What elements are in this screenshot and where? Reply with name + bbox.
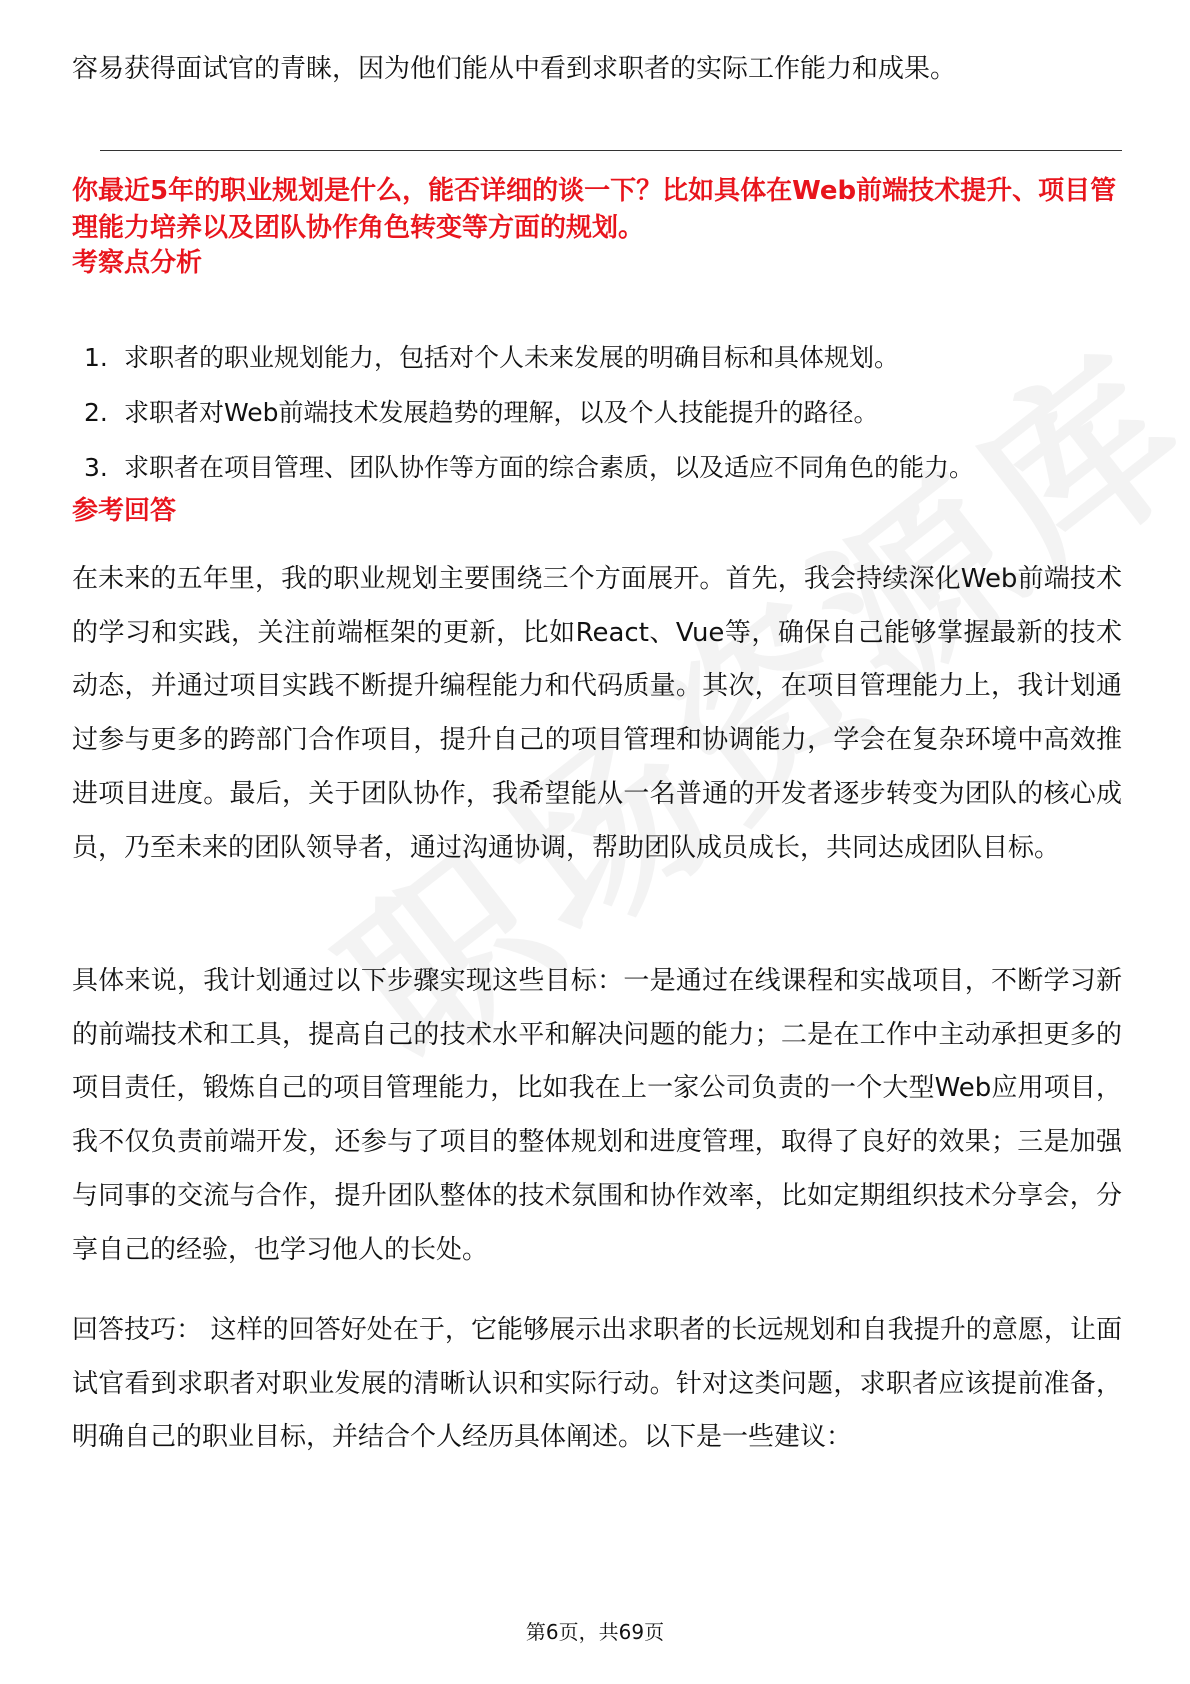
list-number: 1. <box>84 343 108 372</box>
answer-tips-paragraph: 回答技巧： 这样的回答好处在于，它能够展示出求职者的长远规划和自我提升的意愿，让面试官看到求职者对职业发展的清晰认识和实际行动。针对这类问题，求职者应该提前准备，明确自己的职业目标，并结合个人经历具体阐述。以下是一些建议： <box>72 1315 1122 1453</box>
list-text: 求职者对Web前端技术发展趋势的理解，以及个人技能提升的路径。 <box>124 398 879 427</box>
interview-question: 你最近5年的职业规划是什么，能否详细的谈一下？比如具体在Web前端技术提升、项目管理能力培养以及团队协作角色转变等方面的规划。 <box>72 176 1117 243</box>
list-number: 2. <box>84 398 108 427</box>
list-text: 求职者在项目管理、团队协作等方面的综合素质，以及适应不同角色的能力。 <box>124 453 975 482</box>
page-footer: 第6页，共69页 <box>525 1620 665 1644</box>
answer-paragraph-2: 具体来说，我计划通过以下步骤实现这些目标：一是通过在线课程和实战项目，不断学习新的前端技术和工具，提高自己的技术水平和解决问题的能力；二是在工作中主动承担更多的项目责任，锻炼自己的项目管理能力，比如我在上一家公司负责的一个大型Web应用项目，我不仅负责前端开发，还参与了项目的整体规划和进度管理，取得了良好的效果；三是加强与同事的交流与合作，提升团队整体的技术氛围和协作效率，比如定期组织技术分享会，分享自己的经验，也学习他人的长处。 <box>72 966 1122 1265</box>
list-number: 3. <box>84 453 108 482</box>
analysis-heading: 考察点分析 <box>72 248 203 278</box>
list-item <box>84 340 1114 376</box>
section-divider <box>100 150 1122 151</box>
list-item <box>84 395 1114 431</box>
reference-heading: 参考回答 <box>72 496 177 526</box>
analysis-list <box>84 340 1114 505</box>
intro-text: 容易获得面试官的青睐，因为他们能从中看到求职者的实际工作能力和成果。 <box>72 54 957 84</box>
answer-paragraph-1: 在未来的五年里，我的职业规划主要围绕三个方面展开。首先，我会持续深化Web前端技术的学习和实践，关注前端框架的更新，比如React、Vue等，确保自己能够掌握最新的技术动态，并通过项目实践不断提升编程能力和代码质量。其次，在项目管理能力上，我计划通过参与更多的跨部门合作项目，提升自己的项目管理和协调能力，学会在复杂环境中高效推进项目进度。最后，关于团队协作，我希望能从一名普通的开发者逐步转变为团队的核心成员，乃至未来的团队领导者，通过沟通协调，帮助团队成员成长，共同达成团队目标。 <box>72 564 1122 863</box>
list-text: 求职者的职业规划能力，包括对个人未来发展的明确目标和具体规划。 <box>124 343 900 372</box>
list-item <box>84 450 1114 486</box>
